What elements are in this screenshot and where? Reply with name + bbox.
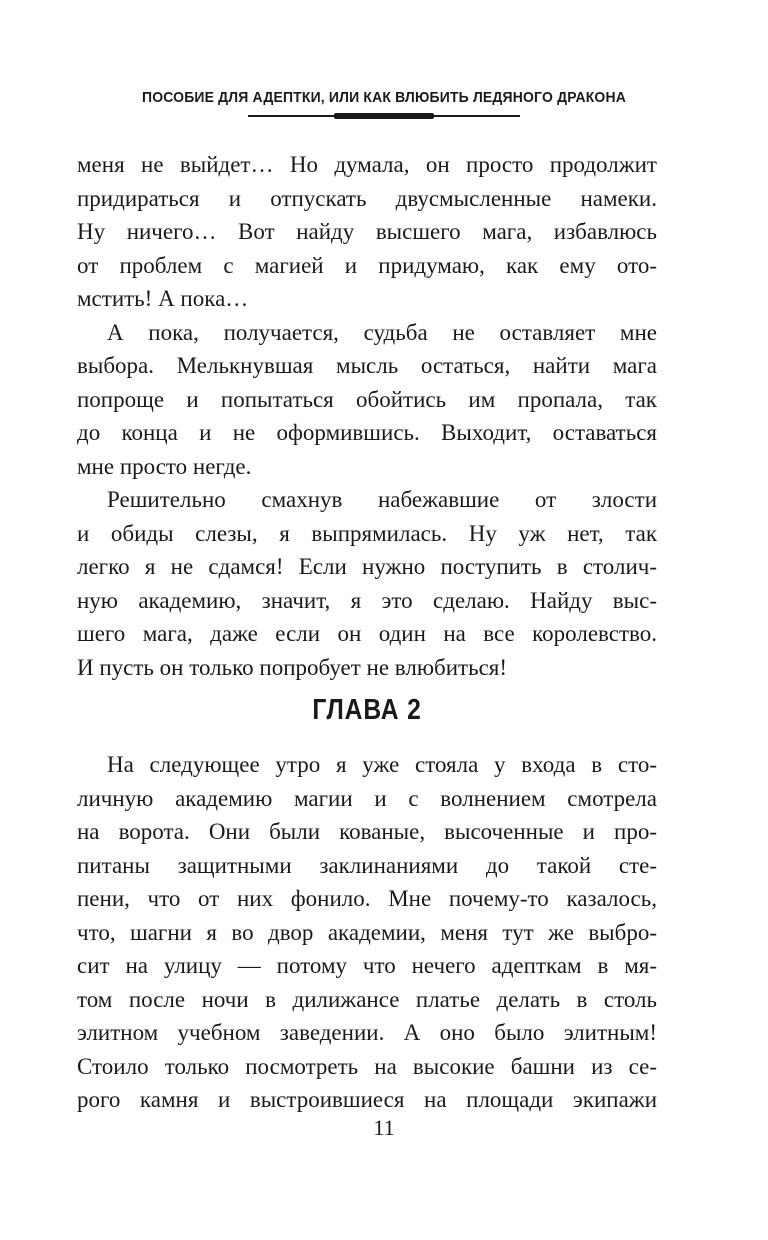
text-line: пени, что от них фонило. Мне почему-то казалось, — [77, 886, 657, 911]
body-text-bottom — [77, 748, 657, 1117]
text-line: том после ночи в дилижансе платье делать в столь — [77, 986, 657, 1012]
page-number: 11 — [373, 1115, 395, 1140]
text-line: На следующее утро я уже стояла у входа в сто- — [107, 752, 657, 777]
body-text-top — [77, 148, 657, 684]
text-line: элитном учебном заведении. А оно было элитным! — [77, 1020, 657, 1045]
text-line: ную академию, значит, я это сделаю. Найду выс- — [77, 587, 657, 613]
text-line: Ну ничего… Вот найду высшего мага, избавлюсь — [77, 219, 657, 244]
text-line: И пусть он только попробует не влюбиться! — [77, 654, 508, 680]
text-line: рого камня и выстроившиеся на площади экипажи — [77, 1087, 657, 1112]
text-line: личную академию магии и с волнением смотрела — [77, 785, 657, 811]
text-line: и обиды слезы, я выпрямилась. Ну уж нет, так — [77, 520, 657, 546]
text-line: меня не выйдет… Но думала, он просто продолжит — [77, 152, 657, 177]
text-line: что, шагни я во двор академии, меня тут же выбро- — [77, 919, 657, 945]
text-line: сит на улицу — потому что нечего адепткам в мя- — [77, 953, 657, 978]
text-line: Стоило только посмотреть на высокие башни из се- — [77, 1053, 657, 1079]
header-rule-ornament — [334, 113, 434, 119]
text-line: от проблем с магией и придумаю, как ему ото- — [77, 252, 657, 278]
text-line: легко я не сдамся! Если нужно поступить в столич- — [77, 554, 657, 579]
text-line: А пока, получается, судьба не оставляет мне — [107, 319, 657, 345]
text-line: питаны защитными заклинаниями до такой сте- — [77, 852, 657, 878]
text-line: мстить! А пока… — [77, 286, 249, 311]
text-line: мне просто негде. — [77, 453, 252, 479]
chapter-title: ГЛАВА 2 — [312, 694, 422, 726]
running-head: ПОСОБИЕ ДЛЯ АДЕПТКИ, ИЛИ КАК ВЛЮБИТЬ ЛЕДЯНОГО ДРАКОНА — [142, 89, 626, 106]
text-line: выбора. Мелькнувшая мысль остаться, найти мага — [77, 353, 657, 378]
text-line: до конца и не оформившись. Выходит, оставаться — [77, 420, 657, 445]
text-line: шего мага, даже если он один на все королевство. — [77, 621, 657, 646]
text-line: попроще и попытаться обойтись им пропала, так — [77, 386, 657, 412]
text-line: придираться и отпускать двусмысленные намеки. — [77, 185, 657, 211]
text-line: Решительно смахнув набежавшие от злости — [107, 487, 657, 512]
text-line: на ворота. Они были кованые, высоченные и про- — [77, 819, 657, 844]
